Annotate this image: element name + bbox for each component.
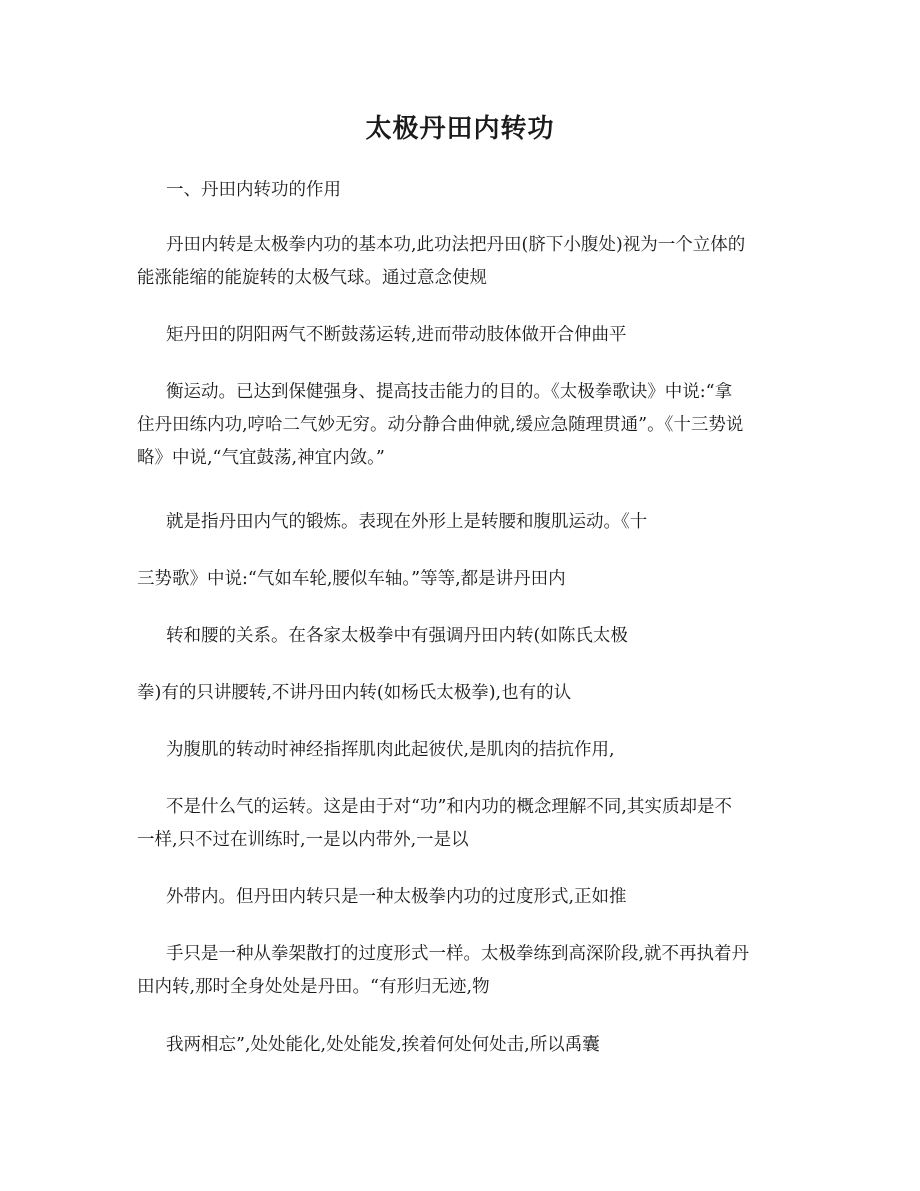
paragraph-line: 不是什么气的运转。这是由于对“功”和内功的概念理解不同,其实质却是不 [166,797,732,817]
paragraph-line: 转和腰的关系。在各家太极拳中有强调丹田内转(如陈氏太极 [166,626,628,646]
paragraph-line: 就是指丹田内气的锻炼。表现在外形上是转腰和腹肌运动。《十 [166,512,648,532]
paragraph-line: 矩丹田的阴阳两气不断鼓荡运转,进而带动肢体做开合伸曲平 [166,325,627,345]
paragraph-line: 外带内。但丹田内转只是一种太极拳内功的过度形式,正如推 [166,887,627,907]
paragraph-line: 住丹田练内功,哼哈二气妙无穷。动分静合曲伸就,缓应急随理贯通”。《十三势说 [137,415,744,435]
document-title: 太极丹田内转功 [365,114,555,144]
paragraph-line: 为腹肌的转动时神经指挥肌肉此起彼伏,是肌肉的拮抗作用, [166,740,615,760]
paragraph-line: 略》中说,“气宜鼓荡,神宜内敛。” [137,448,385,468]
paragraph-line: 手只是一种从拳架散打的过度形式一样。太极拳练到高深阶段,就不再执着丹 [166,944,750,964]
paragraph-line: 衡运动。已达到保健强身、提高技击能力的目的。《太极拳歌诀》中说:“拿 [166,382,733,402]
section-heading: 一、丹田内转功的作用 [166,180,341,200]
paragraph-line: 三势歌》中说:“气如车轮,腰似车轴。”等等,都是讲丹田内 [137,569,566,589]
paragraph-line: 一样,只不过在训练时,一是以内带外,一是以 [137,830,469,850]
paragraph-line: 田内转,那时全身处处是丹田。“有形归无迹,物 [137,977,490,997]
paragraph-line: 丹田内转是太极拳内功的基本功,此功法把丹田(脐下小腹处)视为一个立体的 [166,235,746,255]
paragraph-line: 拳)有的只讲腰转,不讲丹田内转(如杨氏太极拳),也有的认 [137,683,572,703]
paragraph-line: 我两相忘”,处处能化,处处能发,挨着何处何处击,所以禹囊 [166,1035,600,1055]
paragraph-line: 能涨能缩的能旋转的太极气球。通过意念使规 [137,268,487,288]
